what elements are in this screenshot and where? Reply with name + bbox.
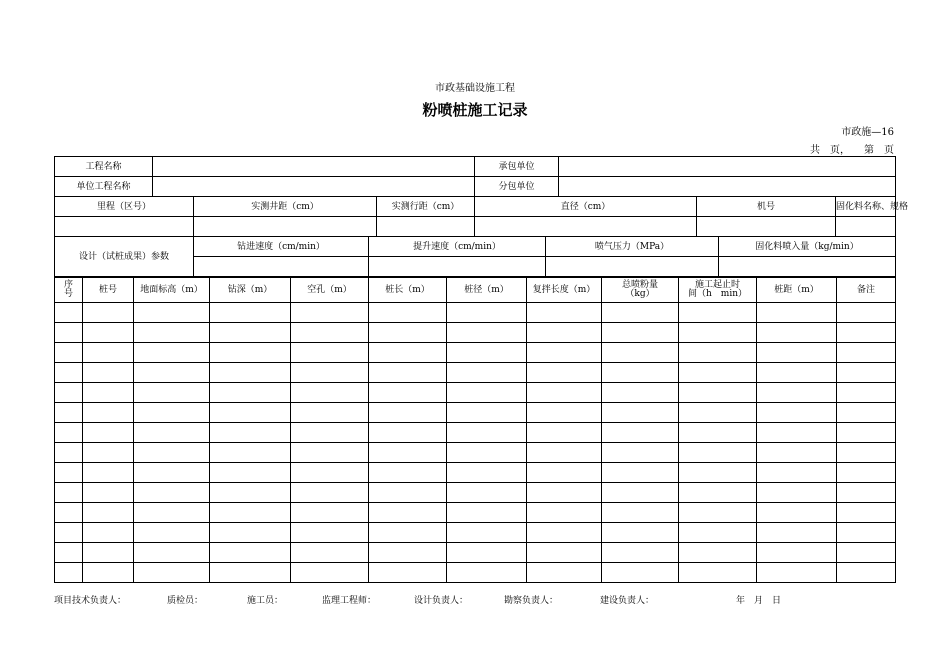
table-row [55, 323, 896, 343]
table-cell[interactable] [679, 503, 757, 523]
table-cell[interactable] [210, 403, 291, 423]
table-cell[interactable] [83, 403, 134, 423]
table-cell[interactable] [55, 403, 83, 423]
table-cell[interactable] [55, 543, 83, 563]
table-cell[interactable] [134, 523, 210, 543]
table-cell[interactable] [291, 383, 369, 403]
table-cell[interactable] [134, 343, 210, 363]
table-row [55, 543, 896, 563]
table-cell[interactable] [55, 443, 83, 463]
project-name-value[interactable] [153, 157, 475, 177]
table-cell[interactable] [757, 483, 837, 503]
table-cell[interactable] [134, 503, 210, 523]
spray-rate-label: 固化料喷入量（kg/min） [719, 237, 896, 257]
col-drill-depth: 钻深（m） [210, 278, 291, 303]
design-params-label: 设计（试桩成果）参数 [55, 237, 194, 277]
table-cell[interactable] [55, 303, 83, 323]
table-cell[interactable] [134, 463, 210, 483]
table-cell[interactable] [134, 483, 210, 503]
table-cell[interactable] [210, 563, 291, 583]
table-cell[interactable] [83, 463, 134, 483]
table-cell[interactable] [55, 323, 83, 343]
table-cell[interactable] [679, 443, 757, 463]
table-cell[interactable] [679, 403, 757, 423]
table-cell[interactable] [602, 503, 679, 523]
row-spacing-value[interactable] [377, 217, 475, 237]
table-cell[interactable] [83, 543, 134, 563]
table-cell[interactable] [291, 483, 369, 503]
table-cell[interactable] [369, 443, 447, 463]
page-current: 第 页 [864, 145, 894, 156]
table-cell[interactable] [134, 363, 210, 383]
table-cell[interactable] [369, 463, 447, 483]
table-cell[interactable] [447, 503, 527, 523]
col-empty-hole: 空孔（m） [291, 278, 369, 303]
table-row [55, 343, 896, 363]
col-pile-diameter: 桩径（m） [447, 278, 527, 303]
table-cell[interactable] [757, 403, 837, 423]
material-label: 固化料名称、规格 [836, 197, 896, 217]
table-cell[interactable] [55, 503, 83, 523]
table-cell[interactable] [55, 523, 83, 543]
table-cell[interactable] [134, 543, 210, 563]
table-cell[interactable] [134, 563, 210, 583]
table-cell[interactable] [602, 543, 679, 563]
col-total-powder: 总喷粉量 （kg） [602, 278, 679, 303]
table-cell[interactable] [447, 343, 527, 363]
table-cell[interactable] [55, 343, 83, 363]
machine-value[interactable] [697, 217, 836, 237]
table-cell[interactable] [837, 463, 896, 483]
table-cell[interactable] [679, 483, 757, 503]
table-cell[interactable] [679, 543, 757, 563]
table-cell[interactable] [291, 343, 369, 363]
table-cell[interactable] [447, 563, 527, 583]
table-cell[interactable] [837, 423, 896, 443]
pile-records-table [54, 277, 896, 583]
table-cell[interactable] [291, 323, 369, 343]
table-cell[interactable] [210, 463, 291, 483]
table-cell[interactable] [527, 423, 602, 443]
table-row [55, 503, 896, 523]
table-cell[interactable] [291, 363, 369, 383]
contractor-value[interactable] [559, 157, 896, 177]
table-row [55, 363, 896, 383]
table-cell[interactable] [291, 463, 369, 483]
form-code: 市政施—16 [841, 127, 894, 138]
table-cell[interactable] [134, 323, 210, 343]
table-cell[interactable] [83, 563, 134, 583]
table-cell[interactable] [602, 303, 679, 323]
table-row [55, 523, 896, 543]
table-row [55, 443, 896, 463]
lift-speed-label: 提升速度（cm/min） [369, 237, 546, 257]
table-cell[interactable] [291, 423, 369, 443]
table-cell[interactable] [210, 323, 291, 343]
table-cell[interactable] [83, 503, 134, 523]
table-cell[interactable] [679, 423, 757, 443]
table-cell[interactable] [447, 483, 527, 503]
table-cell[interactable] [210, 523, 291, 543]
table-cell[interactable] [369, 483, 447, 503]
table-cell[interactable] [757, 503, 837, 523]
table-cell[interactable] [83, 523, 134, 543]
table-cell[interactable] [527, 483, 602, 503]
drill-speed-label: 钻进速度（cm/min） [194, 237, 369, 257]
diameter-value[interactable] [475, 217, 697, 237]
table-cell[interactable] [602, 383, 679, 403]
document-title: 粉喷桩施工记录 [422, 101, 528, 119]
table-cell[interactable] [527, 383, 602, 403]
table-cell[interactable] [83, 443, 134, 463]
unit-project-label: 单位工程名称 [55, 177, 153, 197]
table-cell[interactable] [83, 343, 134, 363]
table-cell[interactable] [291, 563, 369, 583]
table-cell[interactable] [837, 363, 896, 383]
table-cell[interactable] [83, 323, 134, 343]
table-cell[interactable] [602, 403, 679, 423]
table-cell[interactable] [55, 423, 83, 443]
table-cell[interactable] [210, 503, 291, 523]
well-spacing-label: 实测井距（cm） [194, 197, 377, 217]
table-cell[interactable] [210, 363, 291, 383]
records-header-row [55, 278, 896, 303]
table-cell[interactable] [55, 483, 83, 503]
table-cell[interactable] [134, 383, 210, 403]
table-cell[interactable] [447, 463, 527, 483]
table-cell[interactable] [291, 503, 369, 523]
table-cell[interactable] [527, 323, 602, 343]
table-cell[interactable] [679, 523, 757, 543]
col-remix-length: 复拌长度（m） [527, 278, 602, 303]
table-cell[interactable] [291, 543, 369, 563]
diameter-label: 直径（cm） [475, 197, 697, 217]
table-cell[interactable] [527, 443, 602, 463]
table-row [55, 303, 896, 323]
table-cell[interactable] [55, 563, 83, 583]
table-cell[interactable] [369, 303, 447, 323]
constructor-label: 施工员： [247, 596, 284, 606]
table-cell[interactable] [679, 363, 757, 383]
table-cell[interactable] [757, 563, 837, 583]
table-cell[interactable] [210, 343, 291, 363]
table-cell[interactable] [369, 523, 447, 543]
design-lead-label: 设计负责人： [414, 596, 469, 606]
table-cell[interactable] [837, 563, 896, 583]
spray-pressure-label: 喷气压力（MPa） [546, 237, 719, 257]
table-cell[interactable] [602, 523, 679, 543]
table-cell[interactable] [134, 303, 210, 323]
table-row [55, 403, 896, 423]
table-cell[interactable] [55, 383, 83, 403]
table-cell[interactable] [679, 563, 757, 583]
table-cell[interactable] [83, 483, 134, 503]
col-seq: 序 号 [55, 278, 83, 303]
table-cell[interactable] [602, 483, 679, 503]
table-cell[interactable] [527, 343, 602, 363]
table-cell[interactable] [837, 403, 896, 423]
table-cell[interactable] [369, 383, 447, 403]
chainage-label: 里程（区号） [55, 197, 194, 217]
row-spacing-label: 实测行距（cm） [377, 197, 475, 217]
table-cell[interactable] [527, 463, 602, 483]
table-cell[interactable] [210, 443, 291, 463]
table-cell[interactable] [369, 503, 447, 523]
chainage-value[interactable] [55, 217, 194, 237]
table-cell[interactable] [210, 543, 291, 563]
table-cell[interactable] [527, 403, 602, 423]
table-cell[interactable] [837, 483, 896, 503]
table-cell[interactable] [602, 343, 679, 363]
table-cell[interactable] [447, 403, 527, 423]
spray-rate-value[interactable] [719, 257, 896, 277]
table-cell[interactable] [527, 303, 602, 323]
survey-lead-label: 勘察负责人： [504, 596, 559, 606]
col-construction-time: 施工起止时 间（h min） [679, 278, 757, 303]
machine-label: 机号 [697, 197, 836, 217]
spray-pressure-value[interactable] [546, 257, 719, 277]
table-cell[interactable] [679, 343, 757, 363]
records-body [55, 303, 896, 583]
drill-speed-value[interactable] [194, 257, 369, 277]
col-pile-no: 桩号 [83, 278, 134, 303]
project-name-label: 工程名称 [55, 157, 153, 177]
design-params-table [54, 236, 896, 277]
table-cell[interactable] [757, 383, 837, 403]
table-cell[interactable] [83, 303, 134, 323]
subcontractor-value[interactable] [559, 177, 896, 197]
table-cell[interactable] [447, 443, 527, 463]
table-cell[interactable] [447, 543, 527, 563]
well-spacing-value[interactable] [194, 217, 377, 237]
col-remarks: 备注 [837, 278, 896, 303]
table-cell[interactable] [602, 423, 679, 443]
table-cell[interactable] [757, 443, 837, 463]
col-pile-spacing: 桩距（m） [757, 278, 837, 303]
table-cell[interactable] [83, 363, 134, 383]
table-cell[interactable] [837, 303, 896, 323]
table-cell[interactable] [757, 523, 837, 543]
table-cell[interactable] [679, 383, 757, 403]
table-cell[interactable] [369, 343, 447, 363]
table-cell[interactable] [837, 443, 896, 463]
table-cell[interactable] [55, 363, 83, 383]
table-cell[interactable] [757, 543, 837, 563]
table-cell[interactable] [527, 563, 602, 583]
table-cell[interactable] [210, 423, 291, 443]
table-cell[interactable] [602, 363, 679, 383]
material-value[interactable] [836, 217, 896, 237]
table-cell[interactable] [83, 423, 134, 443]
col-pile-length: 桩长（m） [369, 278, 447, 303]
table-cell[interactable] [837, 343, 896, 363]
table-cell[interactable] [134, 443, 210, 463]
unit-project-value[interactable] [153, 177, 475, 197]
table-cell[interactable] [757, 343, 837, 363]
table-row [55, 383, 896, 403]
table-cell[interactable] [602, 323, 679, 343]
table-cell[interactable] [527, 523, 602, 543]
table-cell[interactable] [757, 463, 837, 483]
table-cell[interactable] [369, 423, 447, 443]
table-cell[interactable] [527, 503, 602, 523]
quality-inspector-label: 质检员： [167, 596, 204, 606]
table-cell[interactable] [210, 303, 291, 323]
supervisor-label: 监理工程师： [322, 596, 377, 606]
table-cell[interactable] [134, 403, 210, 423]
table-cell[interactable] [447, 383, 527, 403]
table-cell[interactable] [369, 403, 447, 423]
table-cell[interactable] [369, 563, 447, 583]
table-cell[interactable] [369, 323, 447, 343]
table-cell[interactable] [447, 523, 527, 543]
table-cell[interactable] [679, 323, 757, 343]
signature-date: 年 月 日 [736, 596, 782, 606]
table-cell[interactable] [83, 383, 134, 403]
table-cell[interactable] [679, 303, 757, 323]
table-cell[interactable] [757, 323, 837, 343]
page-indicator [810, 141, 894, 156]
page-total: 共 页， [810, 145, 850, 156]
table-cell[interactable] [447, 363, 527, 383]
table-cell[interactable] [291, 403, 369, 423]
table-cell[interactable] [837, 523, 896, 543]
project-info-table [54, 156, 909, 237]
table-cell[interactable] [837, 323, 896, 343]
tech-lead-label: 项目技术负责人： [54, 596, 127, 606]
table-cell[interactable] [527, 363, 602, 383]
table-row [55, 423, 896, 443]
table-cell[interactable] [291, 443, 369, 463]
table-cell[interactable] [757, 423, 837, 443]
table-cell[interactable] [134, 423, 210, 443]
table-cell[interactable] [369, 363, 447, 383]
table-cell[interactable] [447, 323, 527, 343]
table-cell[interactable] [369, 543, 447, 563]
table-cell[interactable] [837, 503, 896, 523]
table-cell[interactable] [291, 303, 369, 323]
table-cell[interactable] [447, 423, 527, 443]
table-cell[interactable] [837, 543, 896, 563]
subcontractor-label: 分包单位 [475, 177, 559, 197]
table-row [55, 563, 896, 583]
table-cell[interactable] [55, 463, 83, 483]
table-cell[interactable] [291, 523, 369, 543]
table-cell[interactable] [527, 543, 602, 563]
document-supertitle: 市政基础设施工程 [435, 83, 515, 94]
table-cell[interactable] [210, 483, 291, 503]
table-cell[interactable] [757, 303, 837, 323]
table-cell[interactable] [602, 563, 679, 583]
col-ground-elevation: 地面标高（m） [134, 278, 210, 303]
table-cell[interactable] [837, 383, 896, 403]
table-row [55, 483, 896, 503]
contractor-label: 承包单位 [475, 157, 559, 177]
table-row [55, 463, 896, 483]
table-cell[interactable] [210, 383, 291, 403]
owner-lead-label: 建设负责人： [600, 596, 655, 606]
table-cell[interactable] [602, 463, 679, 483]
table-cell[interactable] [757, 363, 837, 383]
table-cell[interactable] [679, 463, 757, 483]
table-cell[interactable] [447, 303, 527, 323]
lift-speed-value[interactable] [369, 257, 546, 277]
table-cell[interactable] [602, 443, 679, 463]
